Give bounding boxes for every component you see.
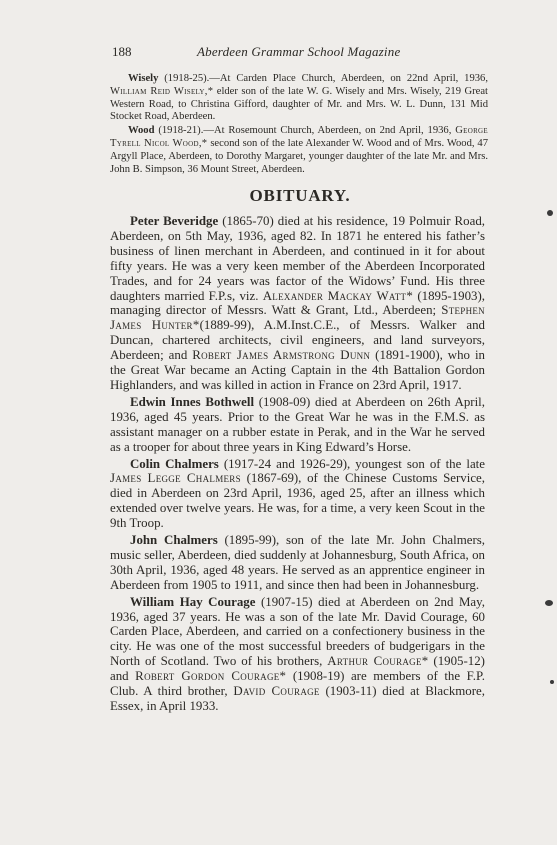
running-title: Aberdeen Grammar School Magazine [197,44,401,59]
marriage-dates: (1918-21). [158,125,204,137]
ink-spot [550,680,554,684]
marriage-text: —At Carden Place Church, Aberdeen, on 22nd April, 1936, [209,73,488,84]
relative-name: James Legge Chalmers [110,471,241,486]
deceased-name: Edwin Innes Bothwell [130,394,255,409]
deceased-name: John Chalmers [130,533,218,548]
obituary-text: (1905-12) and [110,654,485,684]
marriage-dates: (1918-25). [164,73,210,84]
marriage-entry [110,125,488,176]
obituary-text: (1903-11) died at Blackmore, Essex, in April 1933. [110,684,485,713]
marriage-name: Wisely [128,73,159,84]
groom-name: William Reid Wisely,* [110,85,214,97]
page-header [112,44,492,60]
obituary-text: (1917-24 and 1926-29), youngest son of the late [218,456,485,471]
obituary-entry [110,457,485,532]
ink-spot [547,210,553,216]
obituary-text: (1908-09) died at Aberdeen on 26th April, 1936, aged 45 years. Prior to the Great War he was in the F.M.S. as assistant manager on a rubber estate in Perak, and in the War he served as a trooper for about three years in King Edward’s Horse. [110,394,485,454]
marriage-entry [110,73,488,124]
relative-name: Robert James Armstrong Dunn [192,348,371,363]
obituary-text: (1908-19) are members of the F.P. Club. A third brother, [110,669,485,699]
obituary-text: (1867-69), of the Chinese Customs Service, died in Aberdeen on 23rd April, 1936, aged 25, after an illness which extended over twelve years. He was, for a time, a very keen Scout in the 9th Troop. [110,471,485,531]
obituary-entry [110,395,485,455]
marriage-text: second son of the late Alexander W. Wood and of Mrs. Wood, 47 Argyll Place, Aberdeen, to Dorothy Margaret, younger daughter of the late Mr. and Mrs. John B. Simpson, 36 Mount Street, Aberdeen. [110,137,489,175]
deceased-name: Colin Chalmers [130,456,219,471]
ink-spot [545,600,553,606]
obituary-text: (1907-15) died at Aberdeen on 2nd May, 1936, aged 37 years. He was a son of the late Mr. David Courage, 60 Carden Place, Aberdeen, and carried on a confectionery business in the city. He was one of the most successful breeders of budgerigars in the North of Scotland. Two of his brothers, [110,594,485,669]
groom-name: George Tyrell Nicol Wood,* [110,125,488,149]
obituary-text: (1895-99), son of the late Mr. John Chalmers, music seller, Aberdeen, died suddenly at Johannesburg, South Africa, on 30th April, 1936, aged 48 years. He served as an apprentice engineer in Aberdeen from 1905 to 1911, and since then had been in Johannesburg. [110,533,485,592]
marriages-section [110,73,488,176]
obituary-heading: OBITUARY. [249,186,351,205]
marriage-text: elder son of the late W. G. Wisely and Mrs. Wisely, 219 Great Western Road, to Christina Gifford, daughter of Mr. and Mrs. W. L. Dunn, 131 Mid Stocket Road, Aberdeen. [110,85,488,123]
relative-name: David Courage [233,684,320,699]
obituary-entry [110,533,485,593]
relative-name: Stephen James Hunter* [110,303,485,333]
relative-name: Alexander Mackay Watt* [262,288,414,303]
deceased-name: William Hay Courage [130,594,256,609]
obituary-text: (1891-1900), who in the Great War became an Acting Captain in the 4th Battalion Gordon Highlanders, and was killed in action in France on 23rd April, 1917. [110,348,485,392]
obituary-text: (1865-70) died at his residence, 19 Polmuir Road, Aberdeen, on 5th May, 1936, aged 82. In 1871 he entered his father’s business of linen merchant in Aberdeen, and continued in it for about fifty years. He was a very keen member of the Aberdeen Incorporated Trades, and for 24 years was factor of the Widows’ Fund. His three daughters married F.P.s, viz. [110,214,485,303]
page-number: 188 [112,44,132,59]
obituary-entry [110,214,485,393]
relative-name: Arthur Courage* [327,654,429,669]
marriage-text: —At Rosemount Church, Aberdeen, on 2nd April, 1936, [203,125,456,137]
obituary-text: (1895-1903), managing director of Messrs. Watt & Grant, Ltd., Aberdeen; [110,288,485,318]
marriage-name: Wood [128,125,155,137]
obituary-text: (1889-99), A.M.Inst.C.E., of Messrs. Walker and Duncan, chartered architects, civil engineers, and land surveyors, Aberdeen; and [110,318,485,363]
deceased-name: Peter Beveridge [130,214,219,228]
relative-name: Robert Gordon Courage* [135,669,287,684]
obituary-entry [110,595,485,714]
obituary-section [110,214,485,716]
